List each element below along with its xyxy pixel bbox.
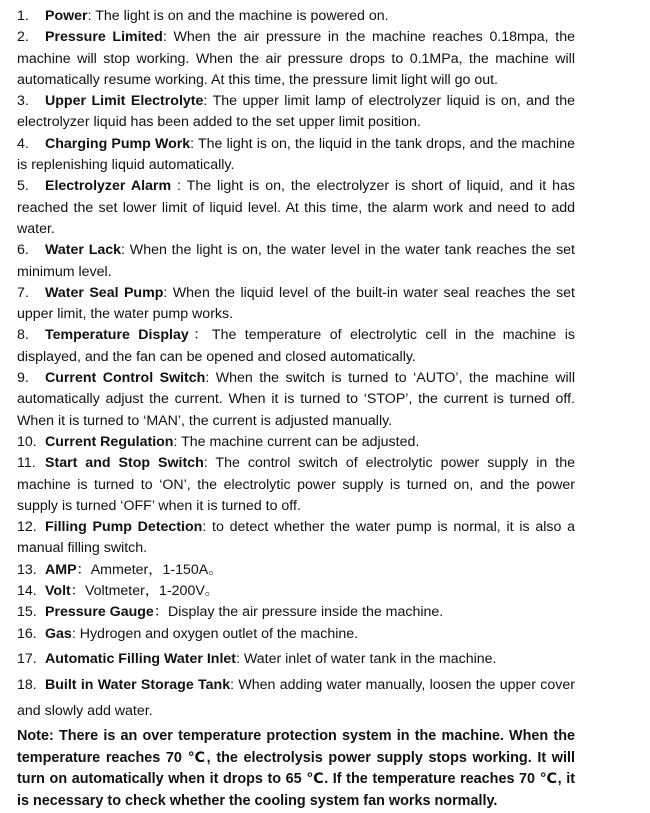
- item-description: : When adding water manually, loosen the upper cover and slowly add water.: [17, 677, 575, 720]
- item-description: : The light is on and the machine is powered on.: [87, 8, 389, 24]
- item-number: 2.: [17, 29, 29, 46]
- temperature-note: Note: There is an over temperature protection system in the machine. When the temperature reaches 70 ℃, the electrolysis power supply stops working. It will turn on automatically when it drops to 65 ℃. If the temperature reaches 70 ℃, it is necessary to check whether the cooling system fan works normally.: [17, 728, 575, 809]
- item-term: Charging Pump Work: [45, 135, 191, 152]
- item-description: ：Voltmeter，1-200V。: [70, 583, 219, 600]
- item-description: : When the air pressure in the machine reaches 0.18mpa, the machine will stop working. When the air pressure drops to 0.1MPa, the machine will automatically resume working. At this time, the pressure limit light will go out.: [17, 29, 575, 88]
- item-term: Start and Stop Switch: [45, 455, 204, 472]
- item-term: Filling Pump Detection: [45, 519, 203, 536]
- list-item: [17, 672, 575, 724]
- list-item: [17, 283, 575, 326]
- item-term: Current Control Switch: [45, 370, 206, 387]
- function-list: [17, 6, 575, 724]
- item-term: Volt: [45, 583, 71, 600]
- item-number: 8.: [17, 327, 29, 344]
- item-number: 11.: [17, 455, 36, 472]
- list-item: [17, 432, 575, 453]
- item-description: : The light is on, the electrolyzer is short of liquid, and it has reached the set lower limit of liquid level. At this time, the alarm work and need to add water.: [17, 178, 575, 237]
- item-term: Water Lack: [45, 242, 122, 259]
- item-description: ：Ammeter，1-150A。: [76, 561, 223, 578]
- list-item: [17, 240, 575, 283]
- item-number: 16.: [17, 625, 37, 642]
- item-description: : The upper limit lamp of electrolyzer liquid is on, and the electrolyzer liquid has been added to the set upper limit position.: [17, 93, 575, 131]
- item-number: 15.: [17, 604, 37, 621]
- list-item: [17, 27, 575, 91]
- list-item: [17, 368, 575, 432]
- item-number: 14.: [17, 583, 37, 600]
- list-item: [17, 91, 575, 134]
- item-number: 9.: [17, 370, 29, 387]
- item-term: Current Regulation: [45, 433, 174, 450]
- item-term: Pressure Gauge: [45, 604, 154, 621]
- item-description: : to detect whether the water pump is normal, it is also a manual filling switch.: [17, 519, 575, 557]
- item-number: 6.: [17, 242, 29, 259]
- item-number: 5.: [17, 178, 29, 195]
- item-number: 18.: [17, 677, 37, 694]
- item-term: Gas: [45, 625, 72, 642]
- item-description: : When the liquid level of the built-in water seal reaches the set upper limit, the water pump works.: [17, 284, 575, 323]
- item-term: Temperature Display: [45, 327, 189, 344]
- item-description: ：Display the air pressure inside the machine.: [153, 604, 444, 621]
- item-description: : The machine current can be adjusted.: [173, 433, 420, 450]
- item-term: AMP: [45, 561, 77, 578]
- item-number: 13.: [17, 561, 37, 578]
- item-term: Upper Limit Electrolyte: [45, 93, 204, 110]
- item-number: 10.: [17, 433, 37, 450]
- item-number: 4.: [17, 135, 29, 152]
- list-item: [17, 325, 575, 368]
- item-description: : Hydrogen and oxygen outlet of the machine.: [71, 625, 359, 642]
- list-item: [17, 560, 575, 581]
- item-number: 17.: [17, 650, 37, 667]
- item-term: Power: [45, 8, 88, 24]
- item-term: Automatic Filling Water Inlet: [45, 650, 237, 667]
- list-item: [17, 176, 575, 240]
- list-item: [17, 453, 575, 517]
- item-description: : When the switch is turned to ‘AUTO’, the machine will automatically adjust the current. When it is turned to ‘STOP’, the current is turned off. When it is turned to ‘MAN’, the current is adjusted manually.: [17, 370, 575, 429]
- item-term: Built in Water Storage Tank: [45, 677, 231, 694]
- item-description: : The light is on, the liquid in the tank drops, and the machine is replenishing liquid automatically.: [17, 135, 575, 174]
- list-item: [17, 6, 575, 27]
- item-term: Pressure Limited: [45, 29, 163, 46]
- item-number: 7.: [17, 284, 29, 301]
- item-term: Water Seal Pump: [45, 284, 164, 301]
- list-item: [17, 602, 575, 623]
- item-description: : When the light is on, the water level in the water tank reaches the set minimum level.: [17, 242, 575, 280]
- item-description: : Water inlet of water tank in the machine.: [236, 650, 497, 667]
- list-item: [17, 624, 575, 645]
- list-item: [17, 134, 575, 177]
- item-number: 3.: [17, 93, 29, 110]
- item-term: Electrolyzer Alarm: [45, 178, 172, 195]
- item-description: ：The temperature of electrolytic cell in the machine is displayed, and the fan can be opened and closed automatically.: [17, 327, 575, 365]
- item-description: : The control switch of electrolytic power supply in the machine is turned to ‘ON’, the electrolytic power supply is turned on, and the power supply is turned ‘OFF’ when it is turned to off.: [17, 455, 575, 514]
- item-number: 12.: [17, 519, 37, 536]
- item-number: 1.: [17, 8, 29, 24]
- list-item: [17, 649, 575, 670]
- list-item: [17, 581, 575, 602]
- list-item: [17, 517, 575, 560]
